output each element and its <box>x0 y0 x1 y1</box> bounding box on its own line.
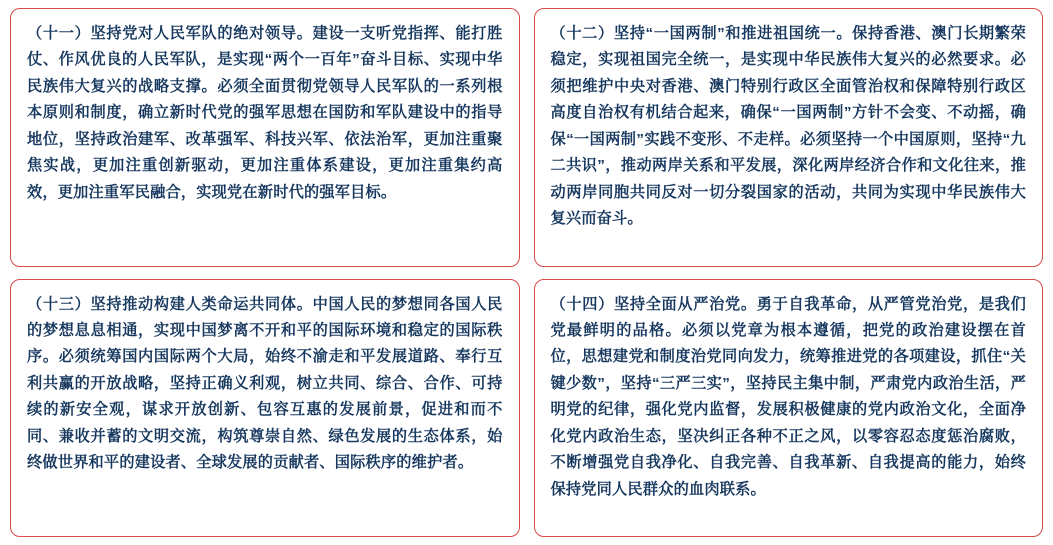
card-paragraph: （十三）坚持推动构建人类命运共同体。中国人民的梦想同各国人民的梦想息息相通，实现中国梦离不开和平的国际环境和稳定的国际秩序。必须统筹国内国际两个大局，始终不渝走和平发展道路、奉行互利共赢的开放战略，坚持正确义利观，树立共同、综合、合作、可持续的新安全观，谋求开放创新、包容互惠的发展前景，促进和而不同、兼收并蓄的文明交流，构筑尊崇自然、绿色发展的生态体系，始终做世界和平的建设者、全球发展的贡献者、国际秩序的维护者。 <box>27 295 503 472</box>
content-card-11 <box>10 8 520 267</box>
content-card-12 <box>534 8 1044 267</box>
card-paragraph: （十二）坚持“一国两制”和推进祖国统一。保持香港、澳门长期繁荣稳定，实现祖国完全统一，是实现中华民族伟大复兴的必然要求。必须把维护中央对香港、澳门特别行政区全面管治权和保障特别行政区高度自治权有机结合起来，确保“一国两制”方针不会变、不动摇，确保“一国两制”实践不变形、不走样。必须坚持一个中国原则，坚持“九二共识”，推动两岸关系和平发展，深化两岸经济合作和文化往来，推动两岸同胞共同反对一切分裂国家的活动，共同为实现中华民族伟大复兴而奋斗。 <box>550 25 1026 228</box>
content-card-14 <box>534 279 1044 538</box>
card-paragraph: （十四）坚持全面从严治党。勇于自我革命，从严管党治党，是我们党最鲜明的品格。必须以党章为根本遵循，把党的政治建设摆在首位，思想建党和制度治党同向发力，统筹推进党的各项建设，抓住“关键少数”，坚持“三严三实”，坚持民主集中制，严肃党内政治生活，严明党的纪律，强化党内监督，发展积极健康的党内政治文化，全面净化党内政治生态，坚决纠正各种不正之风，以零容忍态度惩治腐败，不断增强党自我净化、自我完善、自我革新、自我提高的能力，始终保持党同人民群众的血肉联系。 <box>550 295 1026 498</box>
card-paragraph: （十一）坚持党对人民军队的绝对领导。建设一支听党指挥、能打胜仗、作风优良的人民军队，是实现“两个一百年”奋斗目标、实现中华民族伟大复兴的战略支撑。必须全面贯彻党领导人民军队的一系列根本原则和制度，确立新时代党的强军思想在国防和军队建设中的指导地位，坚持政治建军、改革强军、科技兴军、依法治军，更加注重聚焦实战，更加注重创新驱动，更加注重体系建设，更加注重集约高效，更加注重军民融合，实现党在新时代的强军目标。 <box>27 25 503 201</box>
content-card-13 <box>10 279 520 538</box>
